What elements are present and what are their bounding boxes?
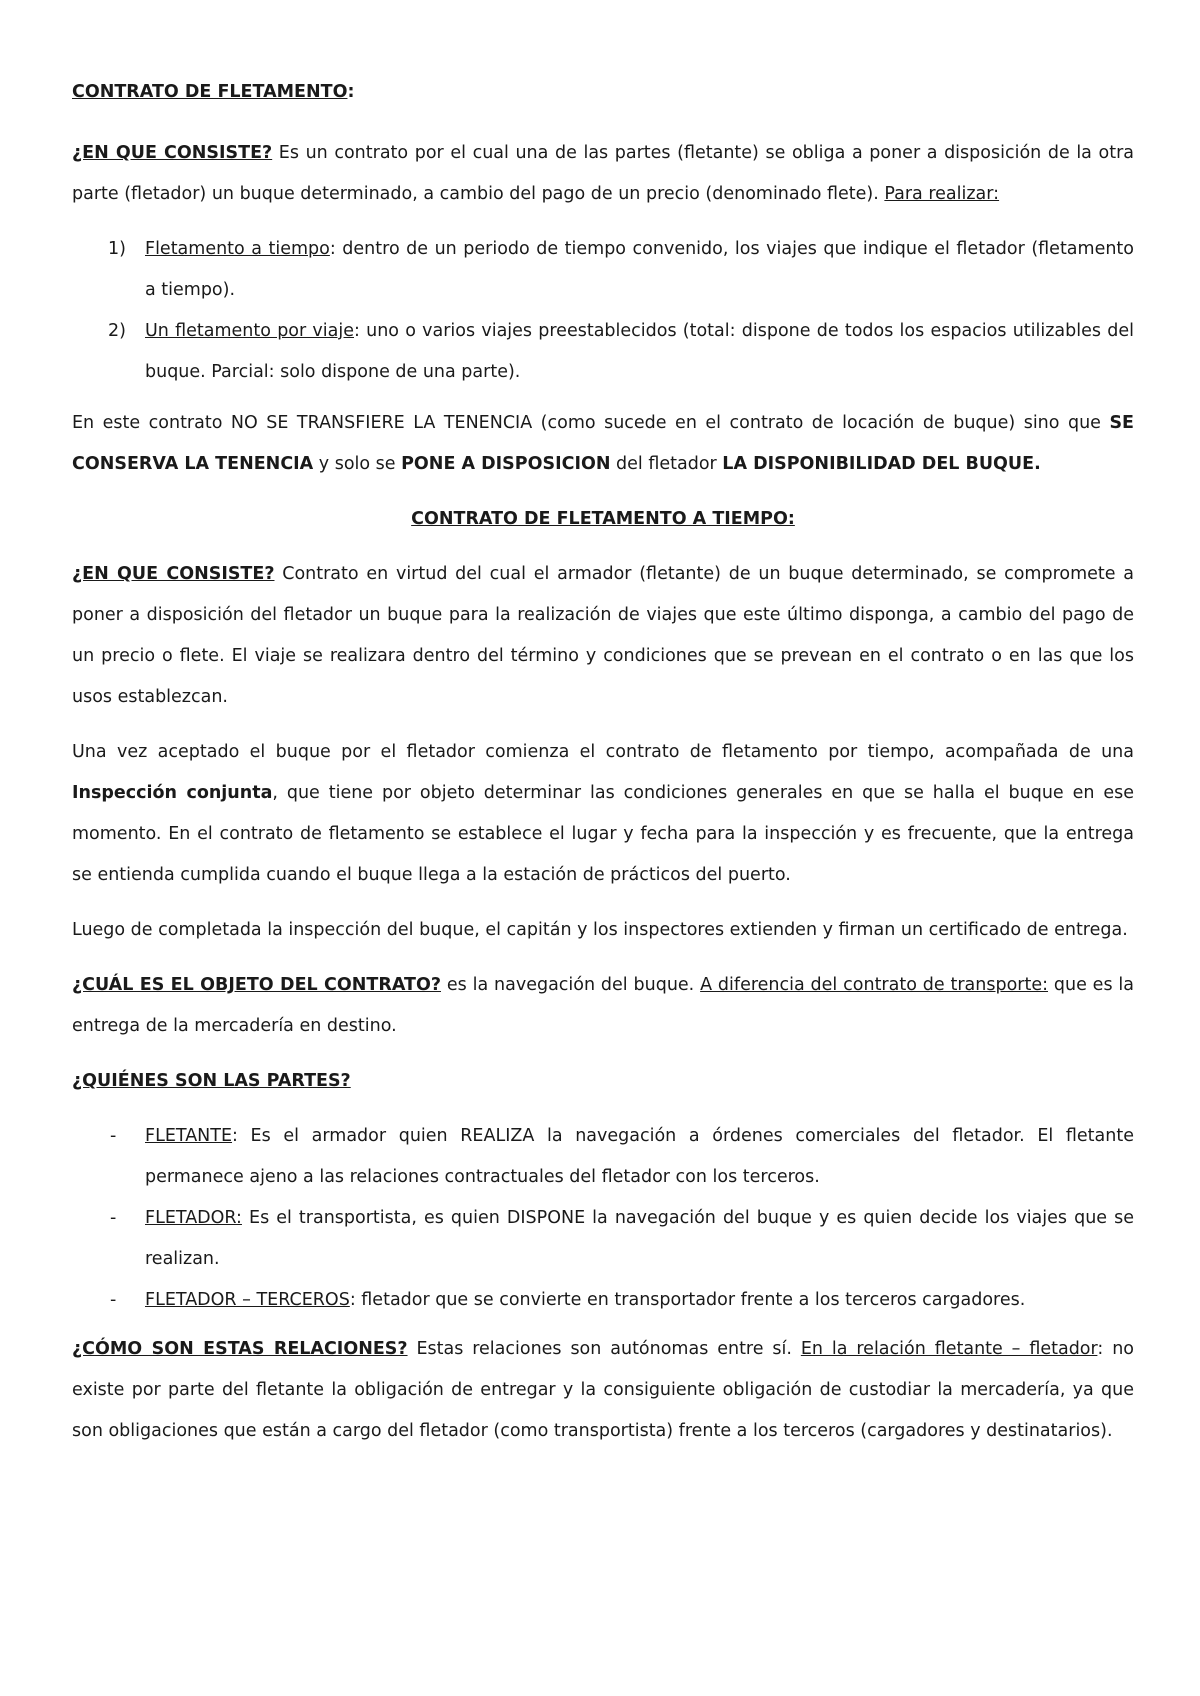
paragraph-partes-question (72, 1061, 1134, 1102)
list-text: : Es el armador quien REALIZA la navegación a órdenes comerciales del fletador. El fletante permanece ajeno a las relaciones contractuales del fletador con los terceros. (145, 1126, 1134, 1187)
list-item (72, 1198, 1134, 1280)
list-term: Fletamento a tiempo (145, 239, 330, 259)
question-objeto: ¿CUÁL ES EL OBJETO DEL CONTRATO? (72, 975, 441, 995)
text-run: del fletador (610, 454, 723, 474)
paragraph-inspeccion (72, 732, 1134, 896)
fletamento-types-list (72, 229, 1134, 393)
list-text: Es el transportista, es quien DISPONE la navegación del buque y es quien decide los viajes que se realizan. (145, 1208, 1134, 1269)
text-run: En este contrato NO SE TRANSFIERE LA TENENCIA (como sucede en el contrato de locación de buque) sino que (72, 413, 1110, 433)
list-item (72, 1280, 1134, 1321)
paragraph-luego (72, 910, 1134, 951)
document-title (72, 72, 1134, 113)
paragraph-definition (72, 133, 1134, 215)
section-heading (72, 499, 1134, 540)
list-item (72, 1116, 1134, 1198)
list-term: Un fletamento por viaje (145, 321, 354, 341)
definition-text: Es un contrato por el cual una de las partes (fletante) se obliga a poner a disposición de la otra parte (fletador) un buque determinado, a cambio del pago de un precio (denominado flete). (72, 143, 1134, 204)
list-term: FLETADOR – TERCEROS (145, 1290, 350, 1310)
text-run: que es la entrega de la mercadería en destino. (72, 975, 1135, 1036)
section-heading-text: CONTRATO DE FLETAMENTO A TIEMPO: (411, 509, 795, 529)
document-page (72, 72, 1134, 1466)
para-realizar-label: Para realizar: (884, 184, 1000, 204)
definition-text: Contrato en virtud del cual el armador (fletante) de un buque determinado, se compromete a poner a disposición del fletador un buque para la realización de viajes que este último disponga, a cambio del pago de un precio o flete. El viaje se realizara dentro del término y condiciones que se prevean en el contrato o en las que los usos establezcan. (72, 564, 1134, 707)
question-partes: ¿QUIÉNES SON LAS PARTES? (72, 1071, 351, 1091)
underlined-run: A diferencia del contrato de transporte: (700, 975, 1049, 995)
text-run: Luego de completada la inspección del buque, el capitán y los inspectores extienden y firman un certificado de entrega. (72, 920, 1128, 940)
bold-run: SE CONSERVA LA TENENCIA (72, 413, 1134, 474)
paragraph-relaciones (72, 1329, 1134, 1452)
text-run: Estas relaciones son autónomas entre sí. (407, 1339, 801, 1359)
underlined-run: En la relación fletante – fletador (800, 1339, 1098, 1359)
list-item (72, 311, 1134, 393)
list-text: : dentro de un periodo de tiempo convenido, los viajes que indique el fletador (fletamento a tiempo). (145, 239, 1134, 300)
question-relaciones: ¿CÓMO SON ESTAS RELACIONES? (72, 1339, 408, 1359)
list-marker: 1) (108, 239, 126, 259)
question-en-que-consiste: ¿EN QUE CONSISTE? (72, 564, 275, 584)
text-run: : no existe por parte del fletante la obligación de entregar y la consiguiente obligación de custodiar la mercadería, ya que son obligaciones que están a cargo del fletador (como transportista) frente a los terceros (cargadores y destinatarios). (72, 1339, 1134, 1441)
list-text: : uno o varios viajes preestablecidos (total: dispone de todos los espacios utilizables del buque. Parcial: solo dispone de una parte). (145, 321, 1134, 382)
bold-run: Inspección conjunta (72, 783, 273, 803)
question-en-que-consiste: ¿EN QUE CONSISTE? (72, 143, 273, 163)
paragraph-tenencia (72, 403, 1134, 485)
title-text: CONTRATO DE FLETAMENTO (72, 82, 348, 102)
bold-run: LA DISPONIBILIDAD DEL BUQUE. (722, 454, 1041, 474)
bold-run: PONE A DISPOSICION (401, 454, 611, 474)
text-run: Una vez aceptado el buque por el fletador comienza el contrato de fletamento por tiempo, acompañada de una (72, 742, 1134, 762)
paragraph-definition-tiempo (72, 554, 1134, 718)
text-run: , que tiene por objeto determinar las condiciones generales en que se halla el buque en ese momento. En el contrato de fletamento se establece el lugar y fecha para la inspección y es frecuente, que la entrega se entienda cumplida cuando el buque llega a la estación de prácticos del puerto. (72, 783, 1134, 885)
list-marker: 2) (108, 321, 126, 341)
list-term: FLETADOR: (145, 1208, 242, 1228)
partes-list (72, 1116, 1134, 1321)
text-run: es la navegación del buque. (441, 975, 701, 995)
list-term: FLETANTE (145, 1126, 233, 1146)
title-colon: : (347, 82, 355, 102)
list-marker: - (110, 1208, 117, 1228)
list-marker: - (110, 1290, 117, 1310)
list-text: : fletador que se convierte en transportador frente a los terceros cargadores. (349, 1290, 1026, 1310)
paragraph-objeto (72, 965, 1134, 1047)
list-item (72, 229, 1134, 311)
text-run: y solo se (313, 454, 402, 474)
list-marker: - (110, 1126, 117, 1146)
